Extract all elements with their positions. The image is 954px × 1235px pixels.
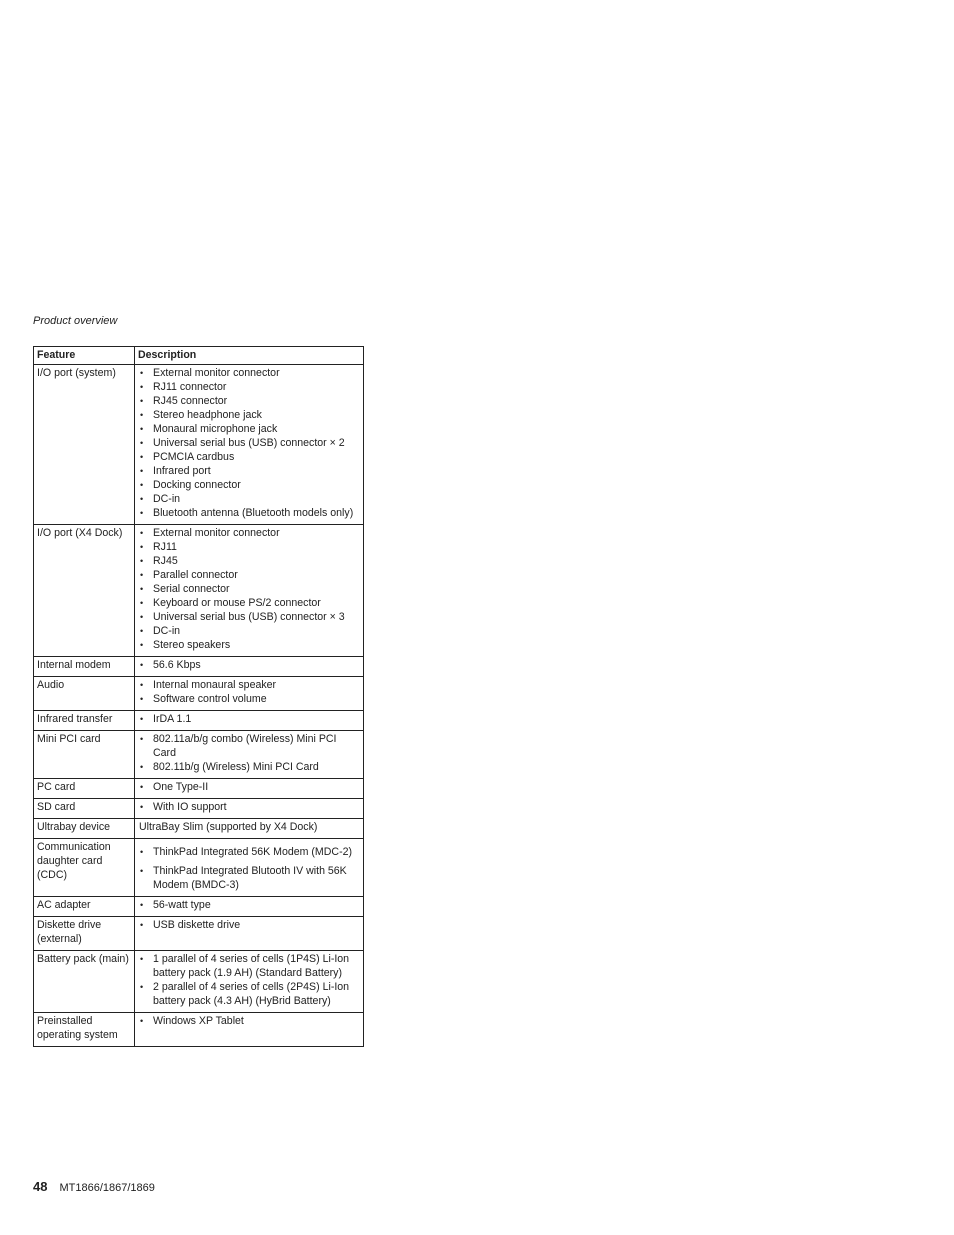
list-item: • Internal monaural speaker <box>139 678 360 692</box>
page-footer <box>33 1179 155 1194</box>
description-cell: UltraBay Slim (supported by X4 Dock) <box>135 819 364 839</box>
description-cell <box>135 711 364 731</box>
list-item: • DC-in <box>139 492 360 506</box>
description-list <box>139 526 360 652</box>
list-item: • External monitor connector <box>139 366 360 380</box>
description-cell <box>135 677 364 711</box>
description-list <box>139 845 360 892</box>
feature-cell: I/O port (system) <box>34 365 135 525</box>
list-item: • RJ45 connector <box>139 394 360 408</box>
table-row <box>34 839 364 897</box>
list-item: • DC-in <box>139 624 360 638</box>
list-item: • RJ11 <box>139 540 360 554</box>
table-row <box>34 917 364 951</box>
table-body <box>34 365 364 1047</box>
list-item: • Serial connector <box>139 582 360 596</box>
description-list <box>139 678 360 706</box>
feature-cell: Ultrabay device <box>34 819 135 839</box>
table-row <box>34 365 364 525</box>
list-item: • Universal serial bus (USB) connector × 3 <box>139 610 360 624</box>
list-item: • Infrared port <box>139 464 360 478</box>
list-item: • Monaural microphone jack <box>139 422 360 436</box>
description-cell <box>135 1013 364 1047</box>
list-item: • Stereo headphone jack <box>139 408 360 422</box>
table-row <box>34 525 364 657</box>
column-header-feature: Feature <box>34 347 135 365</box>
description-cell <box>135 799 364 819</box>
list-item: • RJ45 <box>139 554 360 568</box>
description-list <box>139 918 360 932</box>
model-numbers: MT1866/1867/1869 <box>59 1182 155 1194</box>
table-row <box>34 819 364 839</box>
list-item: • One Type-II <box>139 780 360 794</box>
feature-cell: AC adapter <box>34 897 135 917</box>
list-item: • Stereo speakers <box>139 638 360 652</box>
description-list <box>139 732 360 774</box>
description-cell <box>135 917 364 951</box>
description-cell <box>135 897 364 917</box>
feature-cell: Audio <box>34 677 135 711</box>
list-item: • With IO support <box>139 800 360 814</box>
description-list <box>139 780 360 794</box>
list-item: • USB diskette drive <box>139 918 360 932</box>
description-cell <box>135 731 364 779</box>
table-row <box>34 711 364 731</box>
description-cell <box>135 657 364 677</box>
list-item: • IrDA 1.1 <box>139 712 360 726</box>
table-row <box>34 1013 364 1047</box>
description-list <box>139 1014 360 1028</box>
feature-cell: Battery pack (main) <box>34 951 135 1013</box>
feature-cell: Internal modem <box>34 657 135 677</box>
feature-table <box>33 346 364 1047</box>
list-item: • Keyboard or mouse PS/2 connector <box>139 596 360 610</box>
feature-cell: Diskette drive (external) <box>34 917 135 951</box>
list-item: • PCMCIA cardbus <box>139 450 360 464</box>
list-item: • 802.11a/b/g combo (Wireless) Mini PCI Card <box>139 732 360 760</box>
list-item: • Universal serial bus (USB) connector × 2 <box>139 436 360 450</box>
list-item: • Bluetooth antenna (Bluetooth models only) <box>139 506 360 520</box>
feature-cell: Infrared transfer <box>34 711 135 731</box>
page-number: 48 <box>33 1179 48 1194</box>
description-list <box>139 712 360 726</box>
table-row <box>34 897 364 917</box>
description-list <box>139 658 360 672</box>
list-item: • RJ11 connector <box>139 380 360 394</box>
description-list <box>139 898 360 912</box>
table-header-row <box>34 347 364 365</box>
table-row <box>34 677 364 711</box>
table-row <box>34 731 364 779</box>
description-list <box>139 952 360 1008</box>
list-item: • ThinkPad Integrated Blutooth IV with 56K Modem (BMDC-3) <box>139 864 360 892</box>
list-item: • ThinkPad Integrated 56K Modem (MDC-2) <box>139 845 360 859</box>
table-row <box>34 657 364 677</box>
feature-cell: PC card <box>34 779 135 799</box>
list-item: • Software control volume <box>139 692 360 706</box>
feature-cell: I/O port (X4 Dock) <box>34 525 135 657</box>
column-header-description: Description <box>135 347 364 365</box>
description-cell <box>135 365 364 525</box>
table-row <box>34 951 364 1013</box>
list-item: • 802.11b/g (Wireless) Mini PCI Card <box>139 760 360 774</box>
feature-cell: Preinstalled operating system <box>34 1013 135 1047</box>
table-row <box>34 799 364 819</box>
list-item: • Parallel connector <box>139 568 360 582</box>
list-item: • Windows XP Tablet <box>139 1014 360 1028</box>
list-item: • Docking connector <box>139 478 360 492</box>
description-cell <box>135 779 364 799</box>
description-cell <box>135 951 364 1013</box>
description-cell <box>135 839 364 897</box>
list-item: • External monitor connector <box>139 526 360 540</box>
description-list <box>139 800 360 814</box>
running-title: Product overview <box>33 315 118 327</box>
feature-cell: Communication daughter card (CDC) <box>34 839 135 897</box>
table-row <box>34 779 364 799</box>
feature-cell: SD card <box>34 799 135 819</box>
list-item: • 56-watt type <box>139 898 360 912</box>
description-cell <box>135 525 364 657</box>
list-item: • 1 parallel of 4 series of cells (1P4S) Li-Ion battery pack (1.9 AH) (Standard Battery) <box>139 952 360 980</box>
list-item: • 56.6 Kbps <box>139 658 360 672</box>
description-list <box>139 366 360 520</box>
list-item: • 2 parallel of 4 series of cells (2P4S) Li-Ion battery pack (4.3 AH) (HyBrid Battery) <box>139 980 360 1008</box>
feature-cell: Mini PCI card <box>34 731 135 779</box>
